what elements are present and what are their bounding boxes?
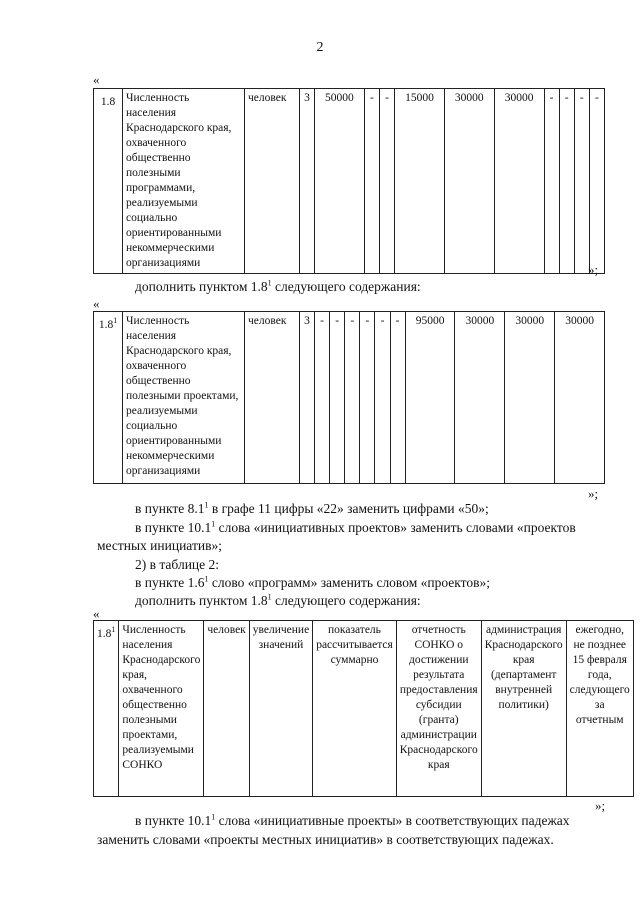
value-cell: - bbox=[315, 312, 330, 484]
value-cell: 30000 bbox=[494, 89, 544, 274]
value-cell: - bbox=[559, 89, 574, 274]
paragraph-table-2: 2) в таблице 2: bbox=[135, 557, 220, 572]
paragraph-10-1-t2: в пункте 10.1$^1$ слова «инициативные проекты» в соответствующих падежах bbox=[135, 812, 570, 828]
value-cell: - bbox=[330, 312, 345, 484]
open-quote: « bbox=[93, 72, 100, 87]
value-cell: 50000 bbox=[315, 89, 365, 274]
row-number: 1.8 bbox=[94, 89, 123, 274]
value-cell: - bbox=[589, 89, 604, 274]
paragraph-10-1: в пункте 10.1$^1$ слова «инициативных проектов» заменить словами «проектов bbox=[135, 519, 576, 535]
paragraph-add-1-8-t2: дополнить пунктом $1.8^1$ следующего содержания: bbox=[135, 592, 421, 608]
close-quote: »; bbox=[595, 798, 606, 813]
value-cell: 30000 bbox=[455, 312, 505, 484]
close-quote: »; bbox=[588, 486, 599, 501]
table-3 bbox=[93, 620, 634, 797]
close-quote: »; bbox=[588, 262, 599, 277]
row-description: Численность населения Краснодарского края, охваченного общественно полезными проектами, реализуемыми социально ориентированными некоммерческими организациями bbox=[123, 312, 245, 484]
table-1 bbox=[93, 88, 605, 274]
code-cell: 3 bbox=[300, 312, 315, 484]
table-2 bbox=[93, 311, 605, 484]
period-cell: ежегодно, не позднее 15 февраля года, следующего за отчетным bbox=[566, 621, 633, 797]
value-cell: - bbox=[390, 312, 405, 484]
row-description: Численность населения Краснодарского края, охваченного общественно полезными проектами, реализуемыми СОНКО bbox=[119, 621, 204, 797]
row-number: $1.8^1$ bbox=[94, 621, 119, 797]
unit-cell: человек bbox=[245, 89, 300, 274]
value-cell: 15000 bbox=[395, 89, 445, 274]
method-cell: показатель рассчитывается суммарно bbox=[313, 621, 397, 797]
value-cell: 95000 bbox=[405, 312, 455, 484]
value-cell: - bbox=[364, 89, 379, 274]
row-number: $1.8^1$ bbox=[94, 312, 123, 484]
unit-cell: человек bbox=[204, 621, 249, 797]
open-quote: « bbox=[93, 296, 100, 311]
value-cell: - bbox=[375, 312, 390, 484]
page-number: 2 bbox=[316, 40, 324, 55]
paragraph-add-1-8: дополнить пунктом $1.8^1$ следующего содержания: bbox=[135, 278, 421, 294]
value-cell: 30000 bbox=[505, 312, 555, 484]
value-cell: - bbox=[360, 312, 375, 484]
value-cell: - bbox=[574, 89, 589, 274]
paragraph-1-6: в пункте $1.6^1$ слово «программ» заменить словом «проектов»; bbox=[135, 574, 490, 590]
responsible-cell: администрация Краснодарского края (департамент внутренней политики) bbox=[481, 621, 566, 797]
value-cell: - bbox=[379, 89, 394, 274]
row-description: Численность населения Краснодарского края, охваченного общественно полезными программами, реализуемыми социально ориентированными некоммерческими организациями bbox=[123, 89, 245, 274]
direction-cell: увеличение значений bbox=[249, 621, 312, 797]
value-cell: - bbox=[544, 89, 559, 274]
value-cell: 30000 bbox=[444, 89, 494, 274]
value-cell: - bbox=[345, 312, 360, 484]
unit-cell: человек bbox=[245, 312, 300, 484]
source-cell: отчетность СОНКО о достижении результата предоставления субсидии (гранта) администрации Краснодарского края bbox=[396, 621, 481, 797]
code-cell: 3 bbox=[300, 89, 315, 274]
paragraph-8-1: в пункте $8.1^1$ в графе 11 цифры «22» заменить цифрами «50»; bbox=[135, 500, 489, 516]
value-cell: 30000 bbox=[555, 312, 605, 484]
open-quote: « bbox=[93, 606, 100, 621]
paragraph-10-1-cont: местных инициатив»; bbox=[97, 538, 222, 553]
paragraph-10-1-t2-cont: заменить словами «проекты местных инициатив» в соответствующих падежах. bbox=[97, 832, 554, 847]
